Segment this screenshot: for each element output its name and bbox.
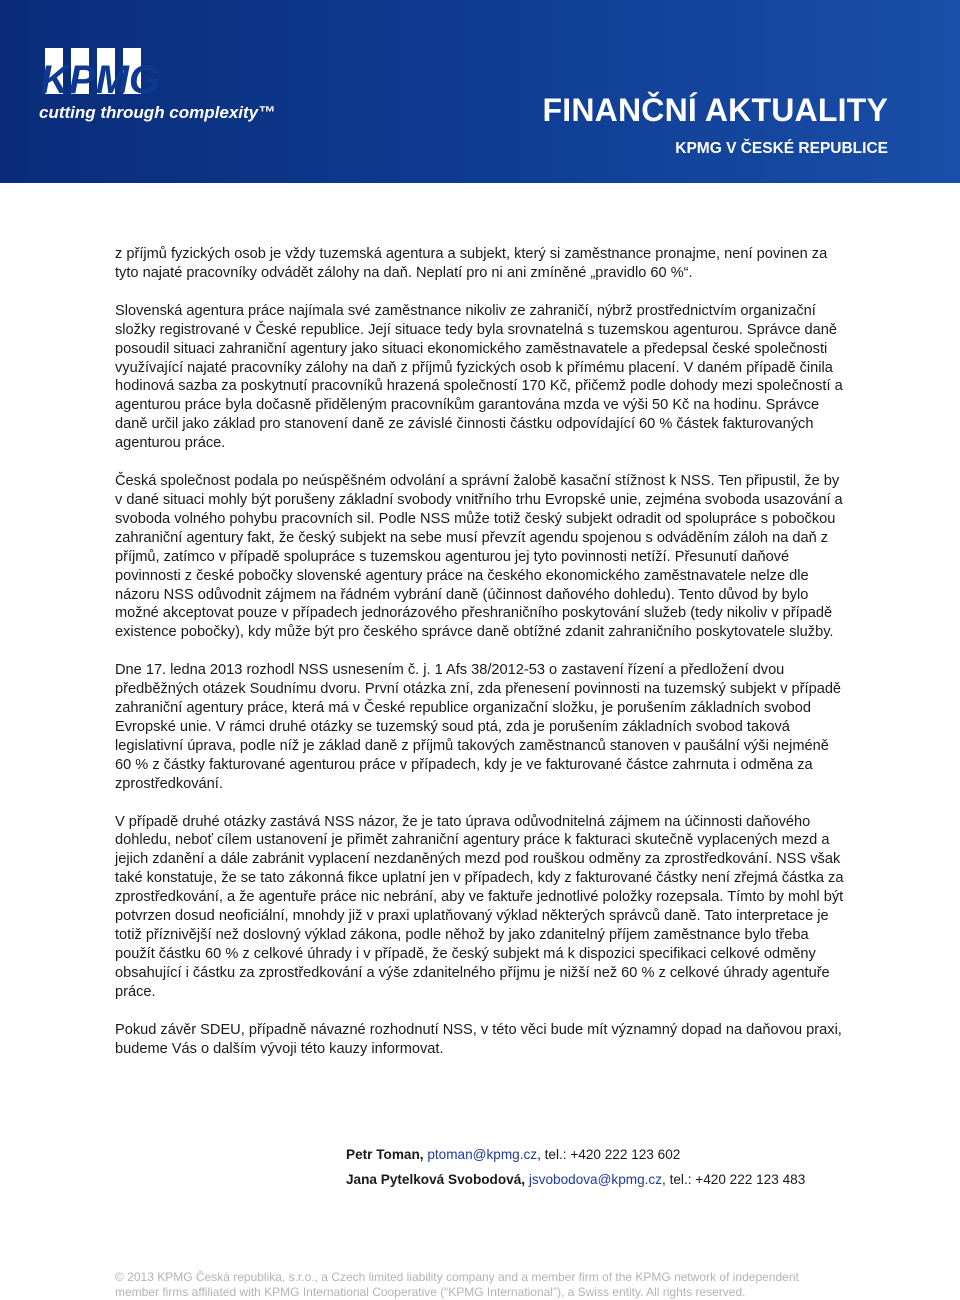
paragraph: Slovenská agentura práce najímala své zaměstnance nikoliv ze zahraničí, nýbrž prostřednictvím organizační složky registrované v České republice. Její situace tedy byla srovnatelná s tuzemskou agenturou. Správce daně posoudil situaci zahraniční agentury jako situaci ekonomického zaměstnavatele a předepsal české společnosti využívající najaté pracovníky zálohy na daň z příjmů fyzických osob k přímému placení. V daném případě činila hodinová sazba za poskytnutí pracovníků hrazená společností 170 Kč, přičemž podle dohody mezi společností a agenturou práce byla dočasně přiděleným pracovníkům garantována mzda ve výši 50 Kč na hodinu. Správce daně určil jako základ pro stanovení daně ze závislé činnosti částku odpovídající 60 % částek fakturovaných agenturou práce. [115,302,843,452]
contact-phone: , tel.: +420 222 123 483 [662,1172,806,1187]
contact-item [346,1171,805,1196]
svg-text:KPMG: KPMG [40,58,160,102]
paragraph: Pokud závěr SDEU, případně návazné rozhodnutí NSS, v této věci bude mít významný dopad na daňovou praxi, budeme Vás o dalším vývoji této kauzy informovat. [115,1021,842,1057]
page-header [0,0,960,183]
contact-item [346,1146,805,1171]
page-title: FINANČNÍ AKTUALITY [542,92,888,128]
contact-name: Jana Pytelková Svobodová, [346,1172,526,1187]
contact-list [346,1146,805,1196]
contact-email-link[interactable]: jsvobodova@kpmg.cz [528,1172,663,1187]
article-body [115,245,847,1077]
paragraph: Česká společnost podala po neúspěšném odvolání a správní žalobě kasační stížnost k NSS. Ten připustil, že by v dané situaci mohly být porušeny základní svobody vnitřního trhu Evropské unie, zejména svoboda usazování a svoboda volného pohybu pracovních sil. Podle NSS může totiž český subjekt odradit od spolupráce s pobočkou zahraniční agentury fakt, že český subjekt na sebe musí převzít agendu spojenou s odváděním záloh na daň z příjmů, zatímco v případě spolupráce s tuzemskou agenturou jej tyto povinnosti netíží. Přesunutí daňové povinnosti z české pobočky slovenské agentury práce na českého ekonomického zaměstnavatele nelze dle názoru NSS odůvodnit zájmem na řádném vybrání daně (účinnost daňového dohledu). Tento důvod by bylo možné akceptovat pouze v případech jednorázového přeshraničního poskytování služeb (tedy nikoliv v případě existence pobočky), kdy může být pro českého správce daně obtížné zdanit zahraničního poskytovatele služby. [115,473,843,641]
contact-email-link[interactable]: ptoman@kpmg.cz [427,1147,538,1162]
logo-tagline: cutting through complexity™ [39,103,276,122]
paragraph: z příjmů fyzických osob je vždy tuzemská agentura a subjekt, který si zaměstnance pronajme, není povinen za tyto najaté pracovníky odvádět zálohy na daň. Neplatí pro ni ani zmíněné „pravidlo 60 %“. [115,246,828,281]
copyright-footer: © 2013 KPMG Česká republika, s.r.o., a Czech limited liability company and a member firm of the KPMG network of independent member firms affiliated with KPMG International Cooperative (“KPMG International”), a Swiss entity. All rights reserved. [115,1270,799,1299]
paragraph: Dne 17. ledna 2013 rozhodl NSS usnesením č. j. 1 Afs 38/2012-53 o zastavení řízení a předložení dvou předběžných otázek Soudnímu dvoru. První otázka zní, zda přenesení povinnosti na tuzemský subjekt v případě zahraniční agentury práce, která má v České republice organizační složku, je porušením základních svobod Evropské unie. V rámci druhé otázky se tuzemský soud ptá, zda je porušením základních svobod taková legislativní úprava, podle níž je základ daně z příjmů takových zaměstnanců stanoven v paušální výši nejméně 60 % z částky fakturované agenturou práce v případech, kdy je ve fakturované částce zahrnuta i odměna za zprostředkování. [115,662,842,792]
page-subtitle: KPMG V ČESKÉ REPUBLICE [675,140,888,157]
paragraph: V případě druhé otázky zastává NSS názor, že je tato úprava odůvodnitelná zájmem na účinnosti daňového dohledu, neboť cílem ustanovení je přimět zahraniční agentury práce k fakturaci skutečně vyplacených mezd a jejich zdanění a dále zabránit vyplacení nezdaněných mezd pod rouškou odměny za zprostředkování. NSS však také konstatuje, že se tato zákonná fikce uplatní jen v případech, kdy z fakturované částky není zřejmá částka za zprostředkování, a že agentuře práce nic nebrání, aby ve faktuře jednotlivé položky rozepsala. Tímto by mohl být potvrzen dosud neoficiální, mnohdy již v praxi uplatňovaný výklad některých správců daně. Tato interpretace je totiž příznivější než doslovný výklad zákona, podle něhož by jako zdanitelný příjem zaměstnance bylo třeba použít částku 60 % z celkové úhrady i v případě, že český subjekt má k dispozici specifikaci celkové odměny obsahující i částku za zprostředkování a výše zdanitelného příjmu je nižší než 60 % z celkové úhrady agentuře práce. [115,813,844,1000]
contact-name: Petr Toman, [346,1147,424,1162]
contact-phone: , tel.: +420 222 123 602 [537,1147,681,1162]
